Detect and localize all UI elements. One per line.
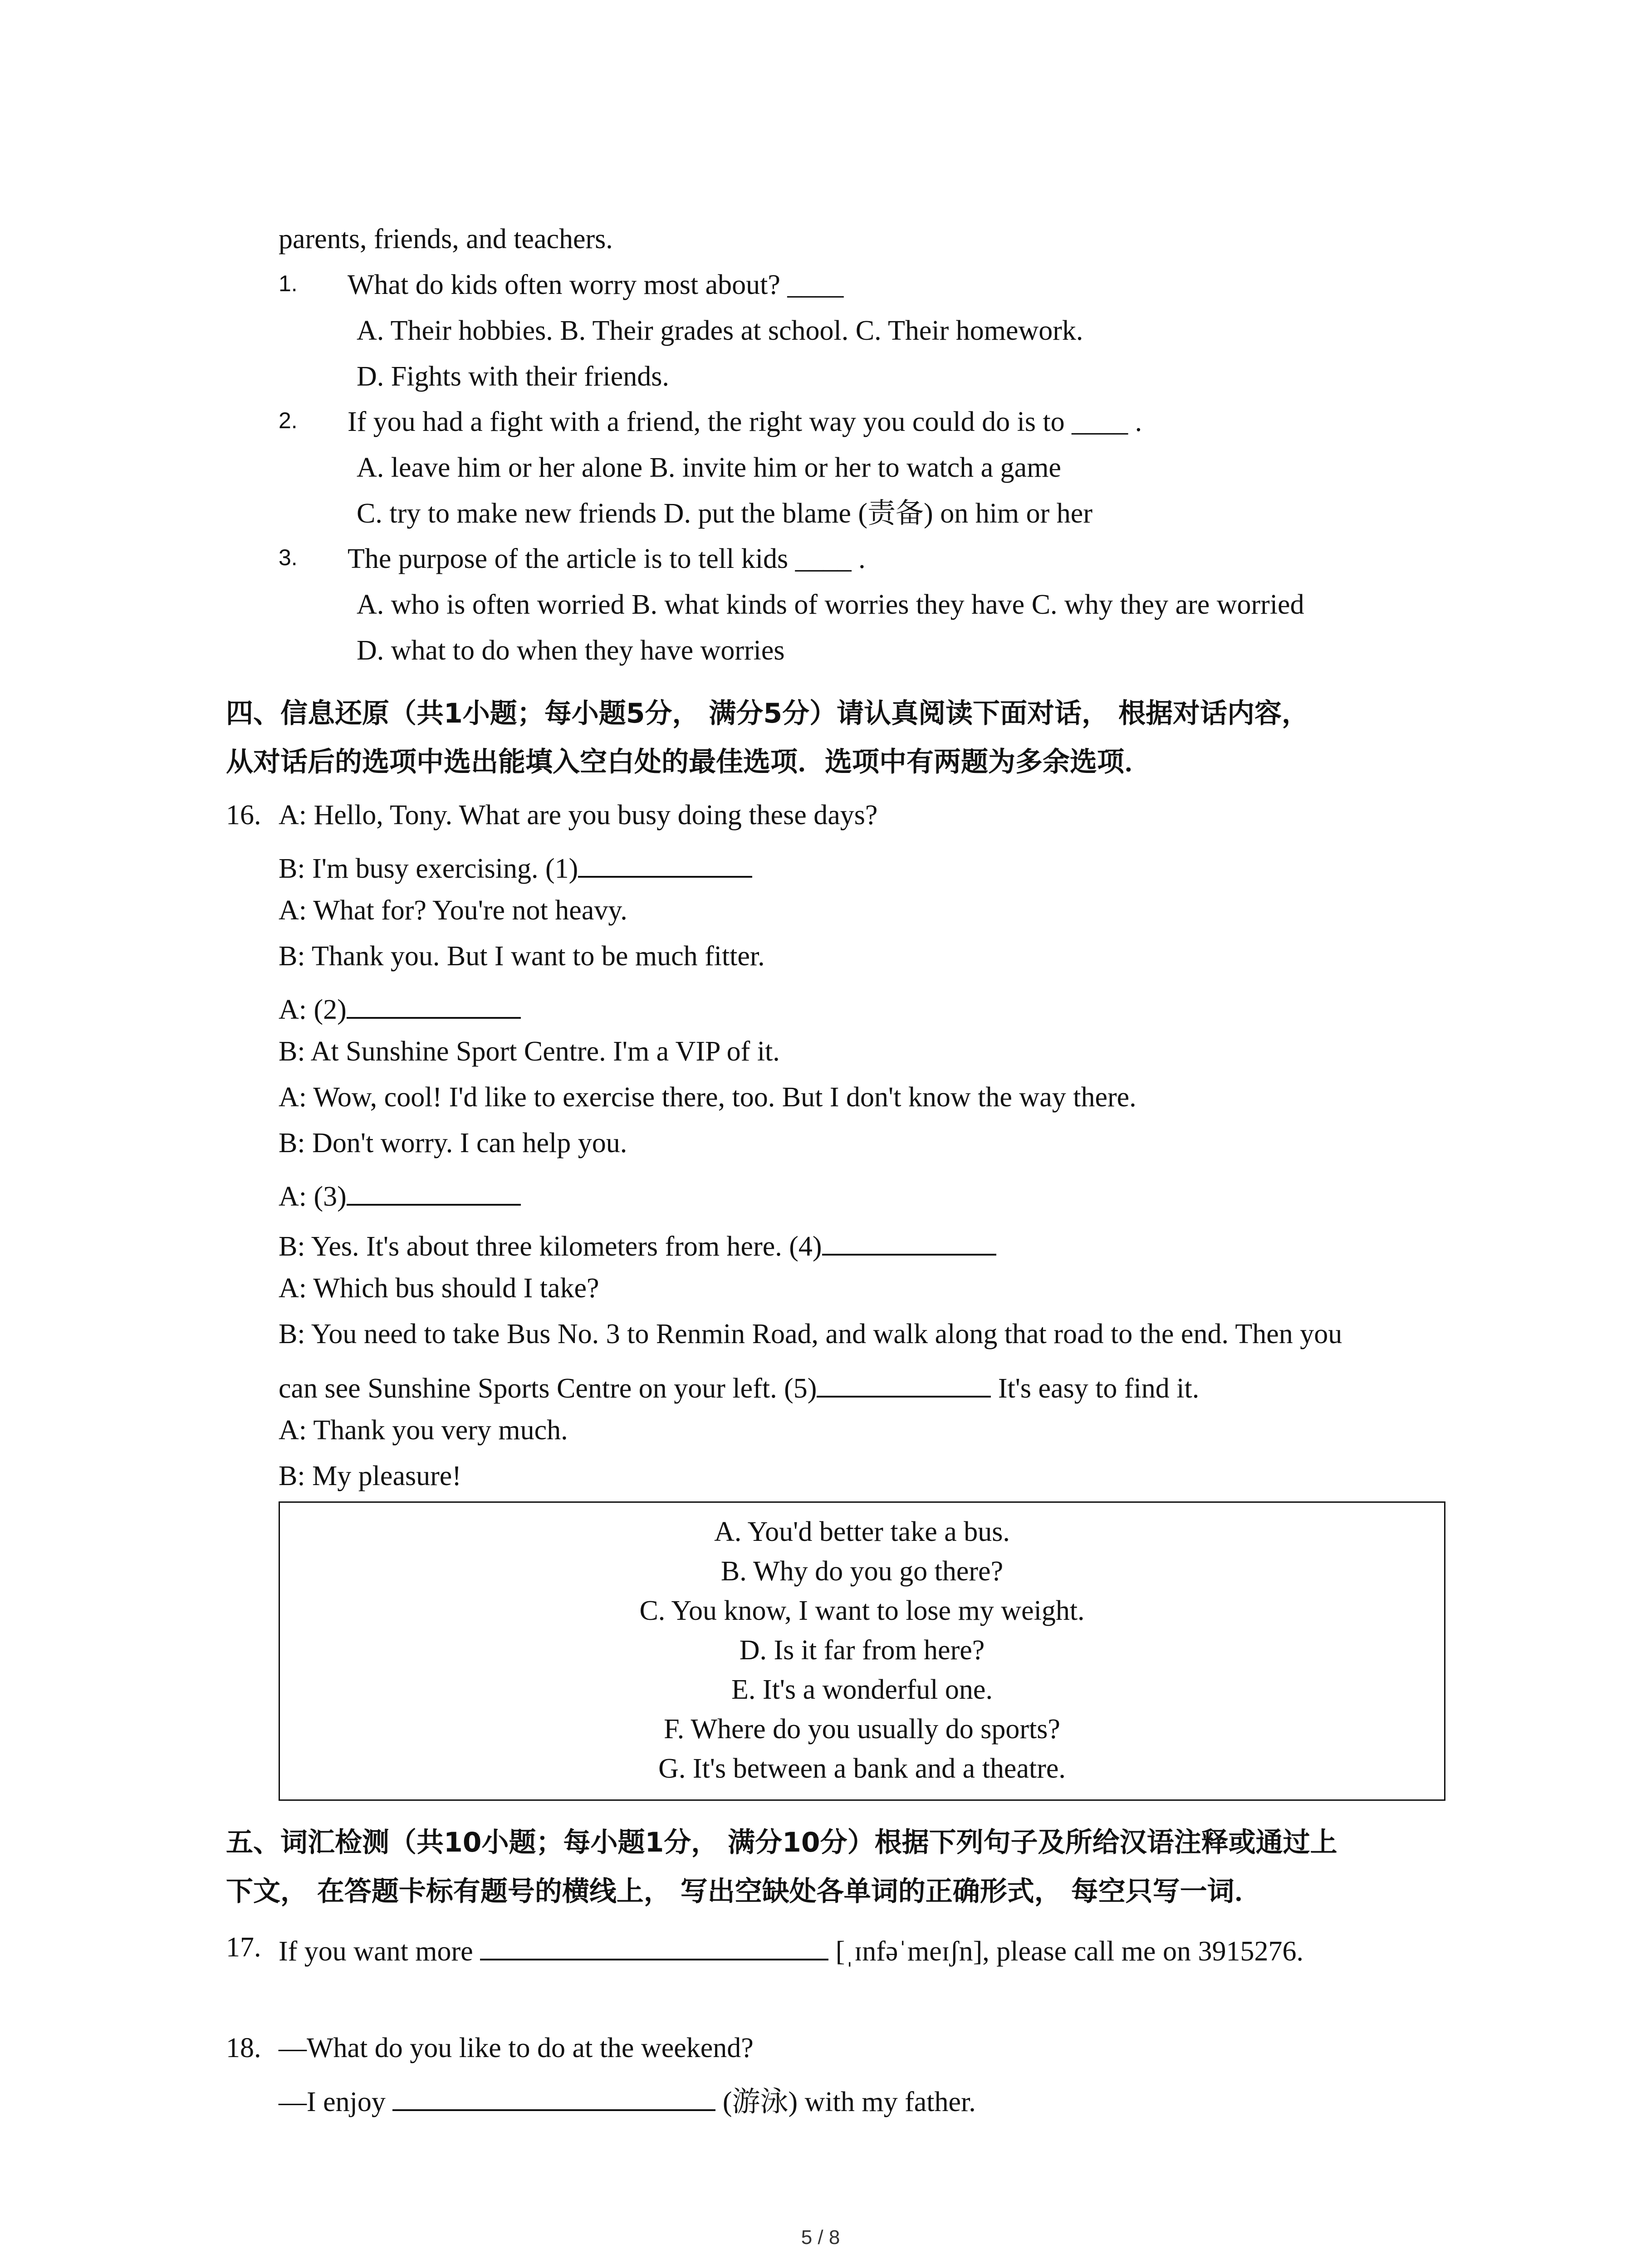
dialogue-line: A: Thank you very much. (279, 1415, 568, 1446)
answer-blank[interactable] (392, 2084, 715, 2111)
page-number: 5 / 8 (801, 2226, 840, 2248)
answer-blank[interactable] (480, 1933, 828, 1960)
dialogue-line: A: (2) (279, 992, 521, 1024)
question-number: 18. (226, 2033, 261, 2063)
dialogue-line: A: What for? You're not heavy. (279, 895, 627, 926)
option-item: B. Why do you go there? (720, 1556, 1004, 1587)
question-number: 17. (226, 1932, 261, 1963)
question-options: C. try to make new friends D. put the blame (责备) on him or her (357, 498, 1092, 529)
dialogue-line: B: At Sunshine Sport Centre. I'm a VIP of it. (279, 1036, 780, 1067)
question-options: A. who is often worried B. what kinds of worries they have C. why they are worried (357, 589, 1304, 620)
dialogue-line: B: I'm busy exercising. (1) (279, 850, 752, 883)
question-options: A. leave him or her alone B. invite him or her to watch a game (357, 452, 1061, 483)
section-heading: 五、词汇检测（共10小题；每小题1分， 满分10分）根据下列句子及所给汉语注释或通过上 (226, 1827, 1337, 1858)
dialogue-line: A: (3) (279, 1178, 521, 1211)
dialogue-line: can see Sunshine Sports Centre on your left. (5) It's easy to find it. (279, 1370, 1199, 1403)
answer-blank[interactable] (347, 1178, 521, 1206)
section-heading: 下文， 在答题卡标有题号的横线上， 写出空缺处各单词的正确形式， 每空只写一词． (226, 1876, 1262, 1907)
question-options: D. what to do when they have worries (357, 635, 785, 666)
option-item: E. It's a wonderful one. (731, 1674, 993, 1705)
answer-blank[interactable] (822, 1228, 996, 1256)
option-item: F. Where do you usually do sports? (664, 1714, 1060, 1745)
vocab-question: If you want more [ˌɪnfəˈmeɪʃn], please call me on 3915276. (279, 1933, 1303, 1965)
options-box (279, 1501, 1445, 1801)
question-options: A. Their hobbies. B. Their grades at school. C. Their homework. (357, 315, 1083, 346)
dialogue-line: B: My pleasure! (279, 1461, 461, 1491)
section-heading: 四、信息还原（共1小题；每小题5分， 满分5分）请认真阅读下面对话， 根据对话内容， (226, 698, 1309, 729)
option-item: G. It's between a bank and a theatre. (658, 1753, 1066, 1784)
question-number: 16. (226, 800, 261, 831)
question-stem: If you had a fight with a friend, the right way you could do is to ____ . (348, 406, 1142, 437)
question-number: 2. (279, 408, 298, 433)
question-stem: The purpose of the article is to tell kids ____ . (348, 543, 866, 574)
dialogue-line: B: Don't worry. I can help you. (279, 1128, 627, 1158)
dialogue-line: B: You need to take Bus No. 3 to Renmin Road, and walk along that road to the end. Then you (279, 1319, 1342, 1349)
vocab-question: —I enjoy (游泳) with my father. (279, 2084, 976, 2116)
question-options: D. Fights with their friends. (357, 361, 669, 392)
dialogue-line: B: Yes. It's about three kilometers from here. (4) (279, 1228, 996, 1261)
dialogue-line: A: Wow, cool! I'd like to exercise there, too. But I don't know the way there. (279, 1082, 1136, 1113)
option-item: D. Is it far from here? (739, 1635, 985, 1666)
dialogue-line: A: Which bus should I take? (279, 1273, 599, 1304)
vocab-question: —What do you like to do at the weekend? (279, 2033, 754, 2063)
answer-blank[interactable] (578, 850, 752, 878)
answer-blank[interactable] (347, 992, 521, 1019)
section-heading: 从对话后的选项中选出能填入空白处的最佳选项．选项中有两题为多余选项． (226, 746, 1151, 778)
dialogue-line: A: Hello, Tony. What are you busy doing these days? (279, 800, 878, 831)
question-number: 3. (279, 545, 298, 570)
passage-tail: parents, friends, and teachers. (279, 224, 613, 254)
answer-blank[interactable] (817, 1370, 991, 1398)
option-item: C. You know, I want to lose my weight. (639, 1595, 1085, 1626)
option-item: A. You'd better take a bus. (714, 1516, 1010, 1547)
question-number: 1. (279, 271, 298, 296)
dialogue-line: B: Thank you. But I want to be much fitter. (279, 941, 765, 972)
question-stem: What do kids often worry most about? ____ (348, 269, 844, 300)
